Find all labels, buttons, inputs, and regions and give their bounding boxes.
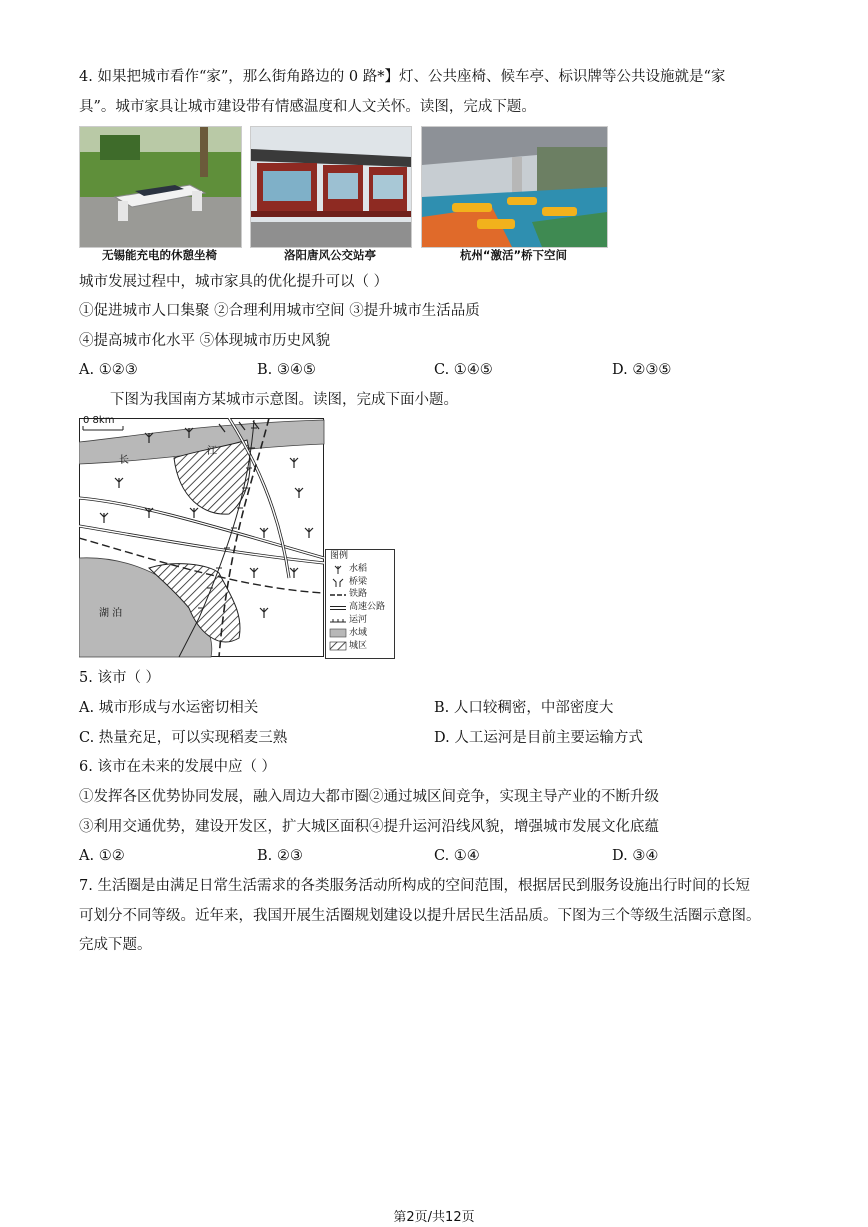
legend-item-bridge [326, 576, 394, 589]
highway-icon [329, 603, 347, 613]
water-icon [329, 628, 347, 638]
map-legend [325, 549, 395, 659]
q5-option-c[interactable]: C. 热量充足，可以实现稻麦三熟 [79, 730, 288, 746]
page-number: 第2页/共12页 [393, 1210, 475, 1225]
rice-icon [329, 564, 347, 574]
bridge-icon [329, 577, 347, 587]
q5-option-b[interactable]: B. 人口较稠密，中部密度大 [434, 700, 614, 716]
legend-title: 图例 [330, 551, 349, 561]
q6-option-a[interactable]: A. ①② [79, 848, 125, 864]
photo-under-bridge-space [421, 126, 608, 248]
q4-option-a[interactable]: A. ①②③ [79, 362, 138, 378]
q7-text-line3: 完成下题。 [79, 937, 152, 953]
legend-label: 水域 [349, 627, 368, 638]
q5-stem: 5. 该市（ ） [79, 670, 161, 686]
photo-caption-1: 无锡能充电的休憩坐椅 [102, 248, 217, 262]
legend-item-water [326, 627, 394, 640]
railway-icon [329, 590, 347, 600]
lake-label: 湖 泊 [99, 608, 123, 619]
q4-option-b[interactable]: B. ③④⑤ [257, 362, 316, 378]
river-label-2: 江 [207, 446, 217, 457]
q6-items-line1: ①发挥各区优势协同发展，融入周边大都市圈②通过城区间竞争，实现主导产业的不断升级 [79, 789, 659, 805]
legend-label: 水稻 [349, 563, 368, 574]
q4-option-d[interactable]: D. ②③⑤ [612, 362, 672, 378]
q4-items-line2: ④提高城市化水平 ⑤体现城市历史风貌 [79, 333, 331, 349]
legend-label: 高速公路 [349, 602, 386, 613]
q4-text-line2: 具”。城市家具让城市建设带有情感温度和人文关怀。读图，完成下题。 [79, 99, 536, 115]
q6-option-b[interactable]: B. ②③ [257, 848, 303, 864]
legend-item-rice [326, 563, 394, 576]
q4-option-c[interactable]: C. ①④⑤ [434, 362, 493, 378]
q7-text-line1: 7. 生活圈是由满足日常生活需求的各类服务活动所构成的空间范围，根据居民到服务设施出行时间的长短 [79, 878, 750, 894]
photo-bus-shelter [250, 126, 412, 248]
photo-caption-2: 洛阳唐风公交站亭 [284, 248, 376, 262]
photo-caption-3: 杭州“激活”桥下空间 [459, 248, 568, 262]
map-scale: 0 8km [83, 415, 115, 426]
legend-label: 运河 [349, 614, 368, 625]
q6-stem: 6. 该市在未来的发展中应（ ） [79, 759, 277, 775]
river-label-1: 长 [119, 455, 129, 466]
q6-option-d[interactable]: D. ③④ [612, 848, 659, 864]
legend-label: 桥梁 [349, 576, 368, 587]
q4-stem: 城市发展过程中，城市家具的优化提升可以（ ） [79, 274, 389, 290]
q4-items-line1: ①促进城市人口集聚 ②合理利用城市空间 ③提升城市生活品质 [79, 303, 480, 319]
q7-text-line2: 可划分不同等级。近年来，我国开展生活圈规划建设以提升居民生活品质。下图为三个等级生活圈示意图。 [79, 908, 761, 924]
map-intro: 下图为我国南方某城市示意图。读图，完成下面小题。 [110, 392, 458, 408]
city-map [79, 415, 325, 662]
legend-label: 城区 [349, 640, 368, 651]
q6-items-line2: ③利用交通优势，建设开发区，扩大城区面积④提升运河沿线风貌，增强城市发展文化底蕴 [79, 819, 659, 835]
q5-option-d[interactable]: D. 人工运河是目前主要运输方式 [434, 730, 643, 746]
urban-area-icon [329, 641, 347, 651]
legend-item-canal [326, 614, 394, 627]
legend-item-highway [326, 601, 394, 614]
q5-option-a[interactable]: A. 城市形成与水运密切相关 [79, 700, 259, 716]
q4-text-line1: 4. 如果把城市看作“家”，那么街角路边的 0 路*】灯、公共座椅、候车亭、标识牌等公共设施就是“家 [79, 69, 726, 85]
canal-icon [329, 615, 347, 625]
legend-item-urban [326, 640, 394, 653]
legend-label: 铁路 [349, 589, 368, 600]
legend-item-railway [326, 588, 394, 601]
photo-solar-bench [79, 126, 242, 248]
q6-option-c[interactable]: C. ①④ [434, 848, 480, 864]
